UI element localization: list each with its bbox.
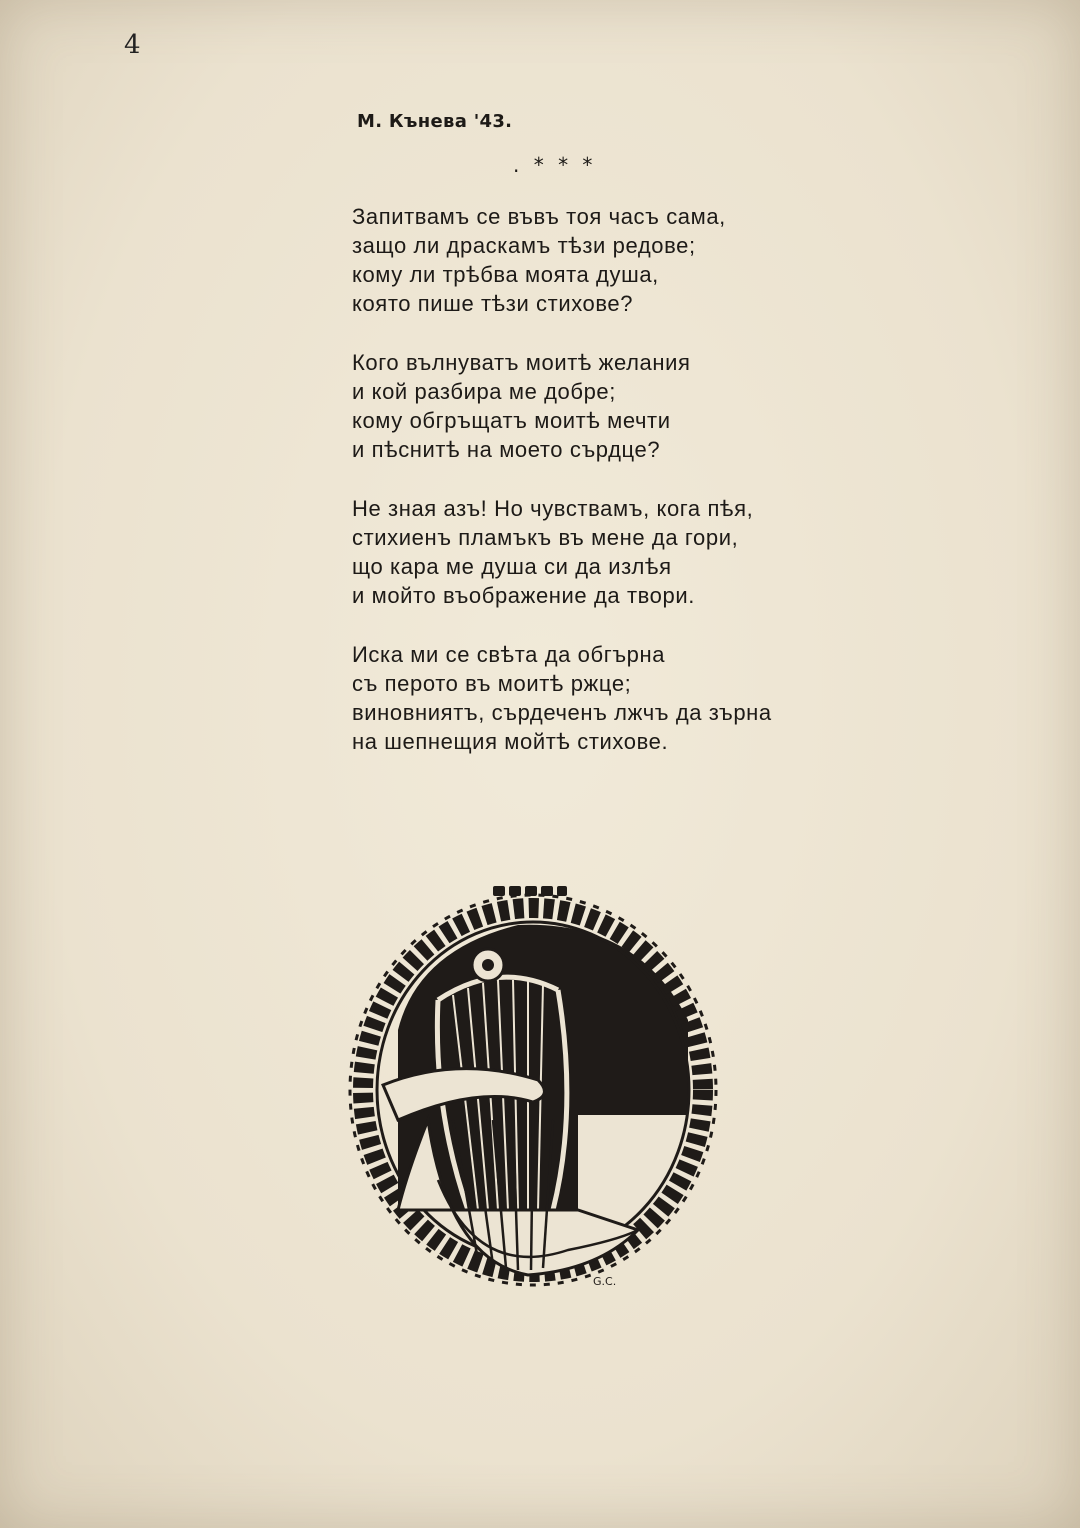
poem-line: и пѣснитѣ на моето сърдце? <box>352 437 661 462</box>
lyre-vignette <box>338 880 728 1320</box>
artist-signature: G.C. <box>593 1275 617 1288</box>
page-number: 4 <box>124 30 141 60</box>
poem-line: на шепнещия мойтѣ стихове. <box>352 729 669 754</box>
poem-author: М. Кънева '43. <box>357 111 513 132</box>
poem-line: и мойто въображение да твори. <box>352 583 695 608</box>
stanza-1 <box>352 202 792 318</box>
poem-line: Не зная азъ! Но чувствамъ, кога пѣя, <box>352 496 754 521</box>
asterism-title: . * * * <box>513 153 597 177</box>
stanza-4 <box>352 640 792 756</box>
poem-line: защо ли драскамъ тѣзи редове; <box>352 233 696 258</box>
poem-line: съ перото въ моитѣ ржце; <box>352 671 632 696</box>
poem-line: Запитвамъ се въвъ тоя часъ сама, <box>352 204 726 229</box>
lyre-illustration <box>338 880 728 1320</box>
poem-line: кому обгръщатъ моитѣ мечти <box>352 408 671 433</box>
poem-line: Кого вълнуватъ моитѣ желания <box>352 350 691 375</box>
poem-line: Иска ми се свѣта да обгърна <box>352 642 666 667</box>
poem-line: кому ли трѣбва моята душа, <box>352 262 659 287</box>
poem-line: стихиенъ пламъкъ въ мене да гори, <box>352 525 739 550</box>
poem-line: виновниятъ, сърдеченъ лжчъ да зърна <box>352 700 772 725</box>
poem-line: и кой разбира ме добре; <box>352 379 616 404</box>
poem-line: която пише тѣзи стихове? <box>352 291 634 316</box>
poem-line: що кара ме душа си да излѣя <box>352 554 672 579</box>
stanza-2 <box>352 348 792 464</box>
poem-body <box>352 202 792 786</box>
stanza-3 <box>352 494 792 610</box>
